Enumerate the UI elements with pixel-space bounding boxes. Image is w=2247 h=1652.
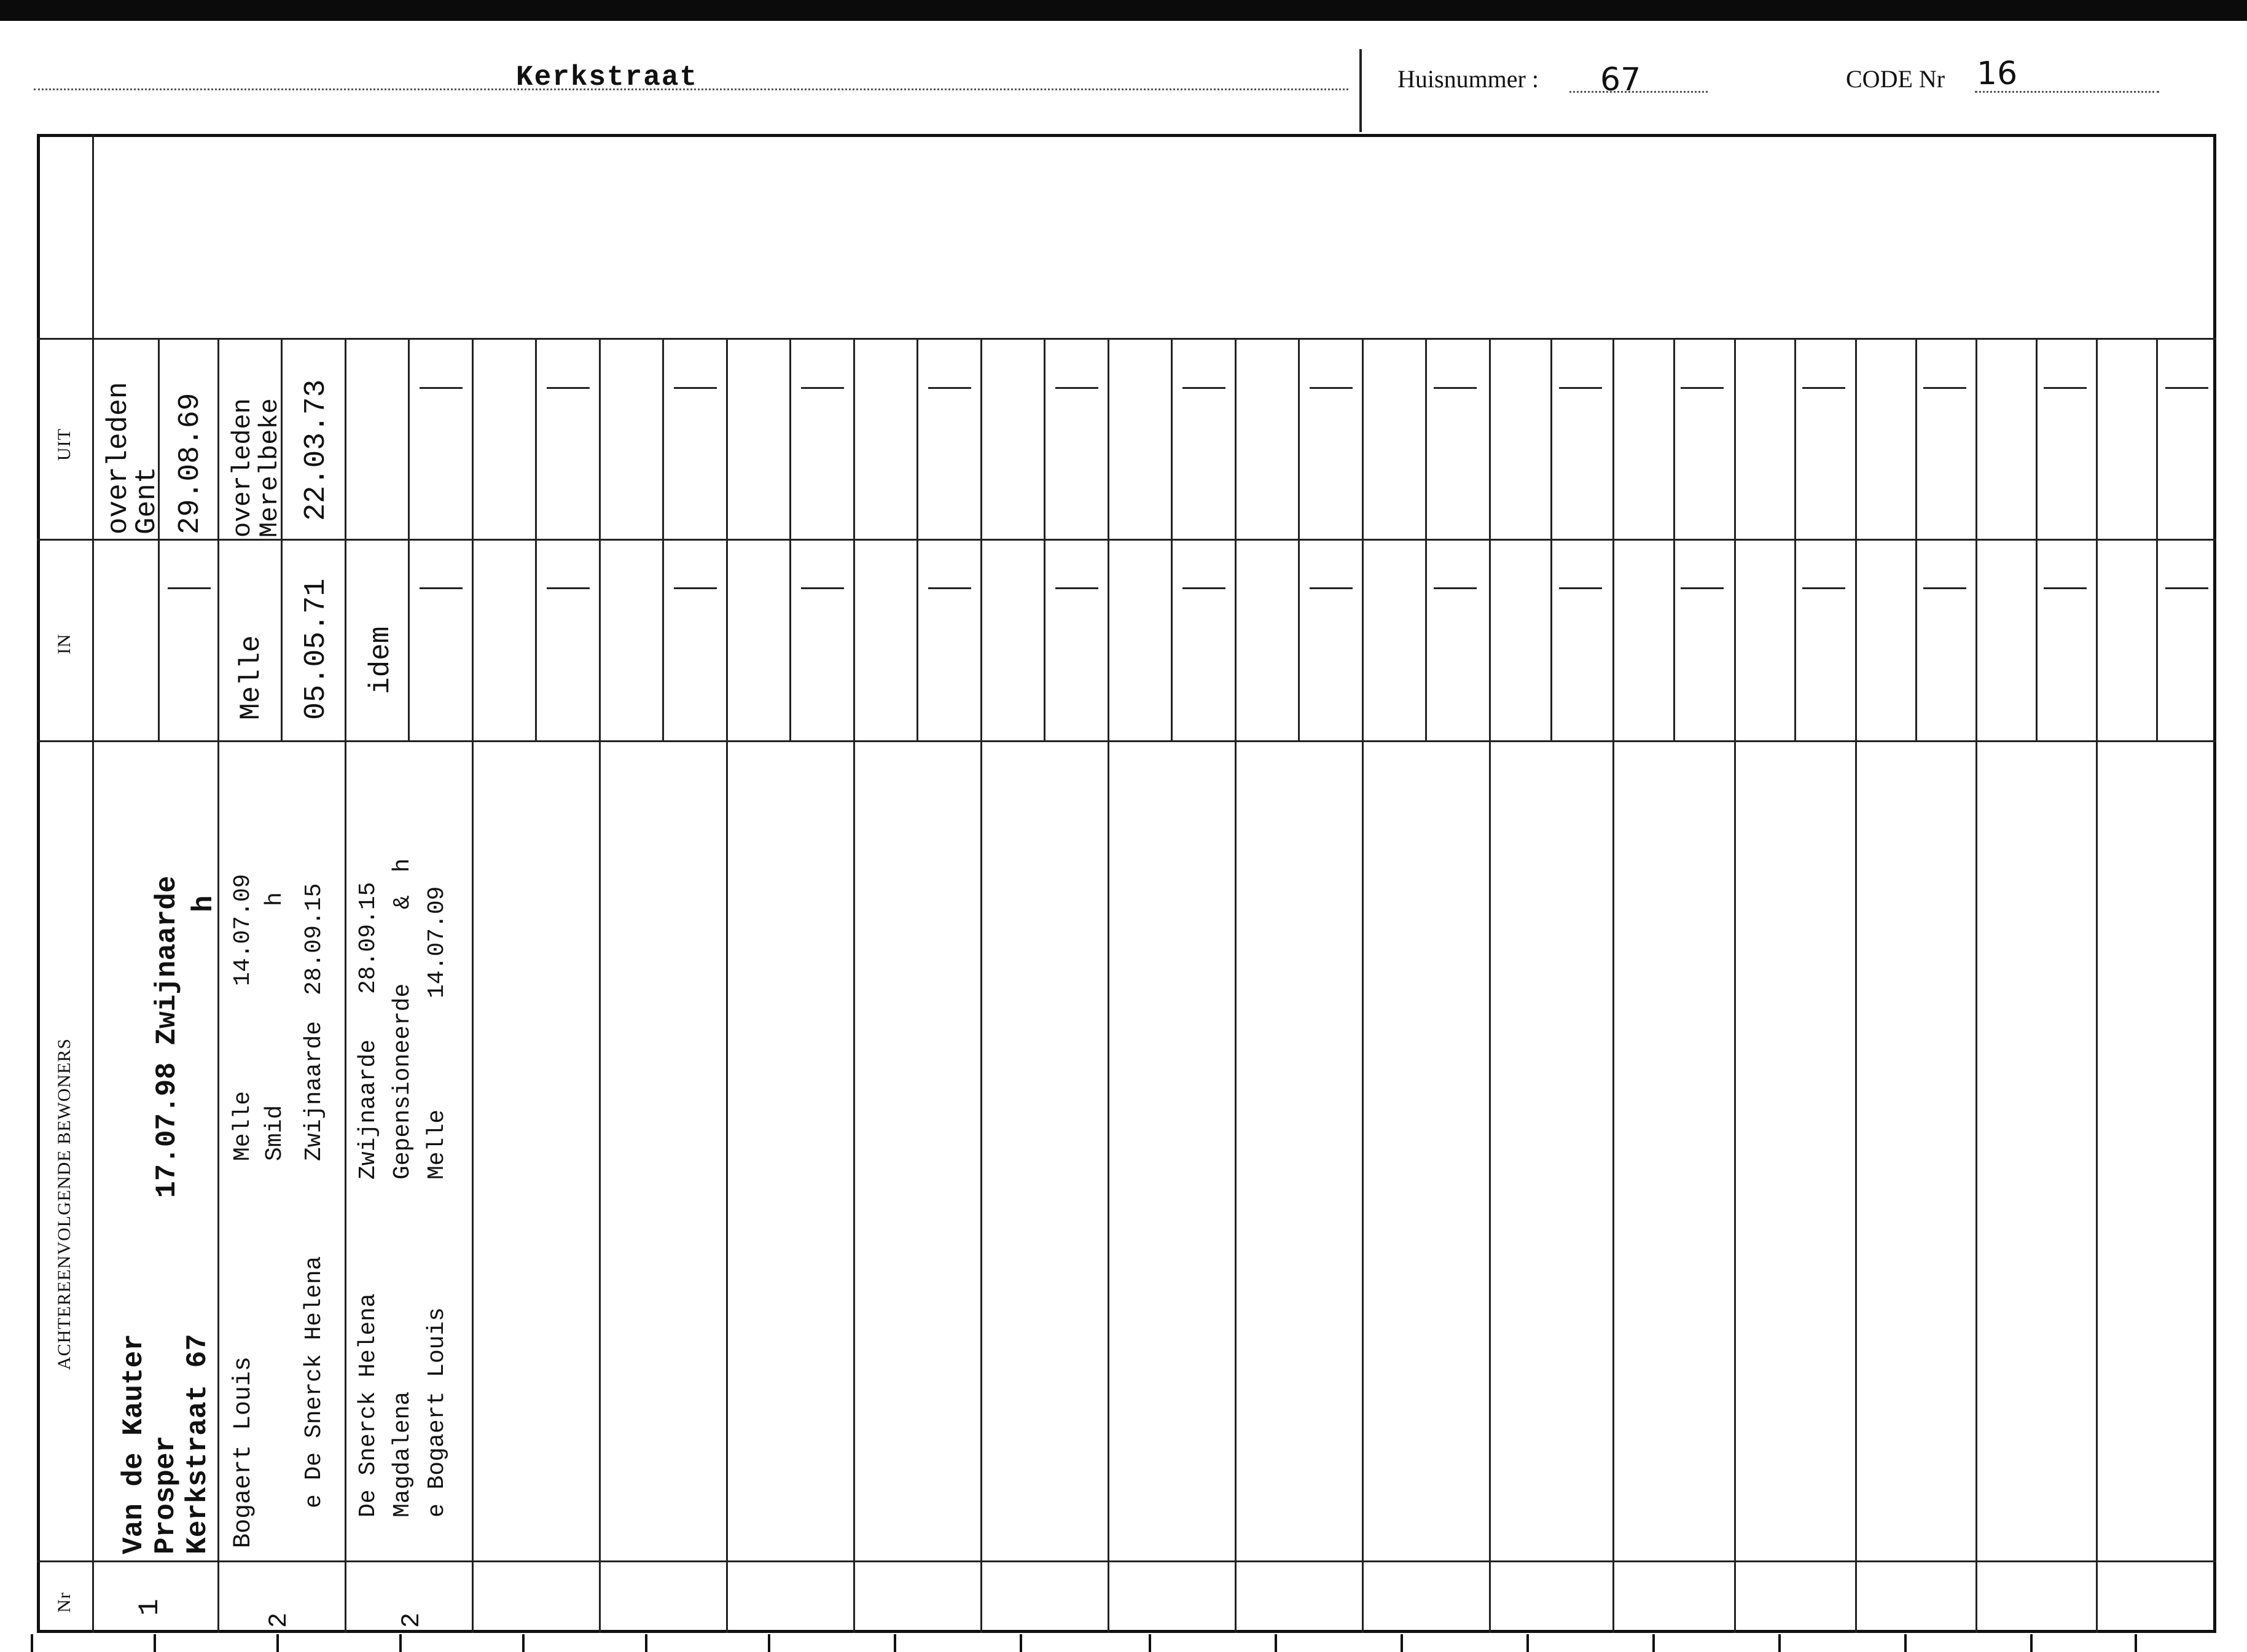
sub-divider bbox=[789, 338, 791, 740]
row2-line2-job: Smid bbox=[262, 1105, 288, 1161]
empty-cell-dash bbox=[1310, 587, 1353, 589]
row2-in-place: Melle bbox=[235, 635, 267, 720]
row1-code: h bbox=[188, 895, 220, 912]
empty-cell-dash bbox=[1434, 587, 1477, 589]
sub-divider bbox=[1915, 338, 1917, 740]
empty-cell-dash bbox=[1182, 587, 1225, 589]
ruler-tick bbox=[1401, 1634, 1403, 1652]
sub-divider bbox=[916, 338, 918, 740]
sub-divider bbox=[1171, 338, 1173, 740]
sub-divider bbox=[1425, 338, 1427, 740]
row3-nr: 2 bbox=[397, 1612, 426, 1628]
code-value: 16 bbox=[1977, 55, 2018, 92]
sub-divider bbox=[1673, 338, 1675, 740]
ruler-tick bbox=[768, 1634, 770, 1652]
row2-in-date: 05.05.71 bbox=[300, 578, 333, 720]
row2-line3-place: Zwijnaarde bbox=[301, 1020, 327, 1161]
row2-uit-place1: overleden bbox=[228, 398, 257, 538]
ruler-tick bbox=[1778, 1634, 1781, 1652]
row2-nr: 2 bbox=[264, 1612, 294, 1628]
empty-cell-dash bbox=[1923, 387, 1966, 389]
ruler-tick bbox=[154, 1634, 156, 1652]
empty-cell-dash bbox=[1681, 387, 1724, 389]
column-divider bbox=[345, 338, 346, 1633]
empty-cell-dash bbox=[547, 587, 590, 589]
ruler-tick bbox=[2030, 1634, 2033, 1652]
in-label: IN bbox=[54, 633, 74, 654]
row2-uit-date: 22.03.73 bbox=[300, 379, 333, 521]
ruler-tick bbox=[276, 1634, 279, 1652]
column-divider bbox=[1855, 338, 1857, 1633]
row2-line2-code: h bbox=[262, 892, 288, 906]
sub-divider bbox=[662, 338, 664, 740]
empty-cell-dash bbox=[928, 387, 971, 389]
row1-name-line3: Kerkstraat 67 bbox=[182, 1334, 214, 1554]
ruler-tick bbox=[1652, 1634, 1655, 1652]
column-divider bbox=[217, 338, 219, 1633]
residents-label: ACHTEREENVOLGENDE BEWONERS bbox=[54, 1038, 74, 1370]
street-name: Kerkstraat bbox=[516, 61, 698, 93]
empty-cell-dash bbox=[168, 587, 211, 589]
row1-nr: 1 bbox=[134, 1599, 166, 1616]
ruler-tick bbox=[1904, 1634, 1907, 1652]
empty-cell-dash bbox=[801, 587, 844, 589]
empty-cell-dash bbox=[674, 387, 717, 389]
nr-top-line bbox=[37, 1560, 2216, 1562]
row2-line1-place: Melle bbox=[230, 1090, 256, 1161]
row1-uit-place2: Gent bbox=[131, 466, 163, 534]
row3-line3-date: 14.07.09 bbox=[424, 886, 450, 998]
empty-cell-dash bbox=[1055, 587, 1098, 589]
row1-uit-place1: overleden bbox=[103, 382, 135, 534]
row2-uit-place bbox=[229, 398, 283, 538]
column-divider bbox=[1975, 338, 1977, 1633]
empty-cell-dash bbox=[1434, 387, 1477, 389]
ruler-tick bbox=[1275, 1634, 1277, 1652]
ruler-tick bbox=[1020, 1634, 1022, 1652]
column-divider bbox=[2096, 338, 2098, 1633]
sub-divider bbox=[535, 338, 537, 740]
empty-cell-dash bbox=[1802, 587, 1845, 589]
row2-line1-date: 14.07.09 bbox=[230, 874, 256, 986]
nr-label: Nr bbox=[54, 1592, 74, 1613]
empty-cell-dash bbox=[1055, 387, 1098, 389]
column-divider bbox=[1108, 338, 1109, 1633]
uit-label: UIT bbox=[54, 428, 74, 461]
empty-cell-dash bbox=[547, 387, 590, 389]
row1-name-line2: Prosper bbox=[150, 1435, 182, 1554]
code-label: CODE Nr bbox=[1846, 65, 1945, 93]
row3-line1-date: 28.09.15 bbox=[355, 882, 381, 994]
empty-cell-dash bbox=[420, 387, 463, 389]
label-column-divider bbox=[92, 134, 94, 1633]
sub-divider bbox=[2156, 338, 2158, 740]
sub-divider bbox=[1044, 338, 1045, 740]
empty-cell-dash bbox=[1310, 387, 1353, 389]
row1-birth: 17.07.98 Zwijnaarde bbox=[151, 875, 183, 1198]
in-top-line bbox=[37, 539, 2216, 541]
row3-line2-code: h bbox=[389, 858, 416, 872]
sub-divider bbox=[1550, 338, 1552, 740]
row1-name-line1: Van de Kauter bbox=[118, 1334, 150, 1554]
column-divider bbox=[1362, 338, 1364, 1633]
empty-cell-dash bbox=[1923, 587, 1966, 589]
empty-cell-dash bbox=[1681, 587, 1724, 589]
column-divider bbox=[1235, 338, 1237, 1633]
row3-line1-name: De Snerck Helena bbox=[355, 1293, 381, 1517]
row3-line2-job: Gepensioneerde bbox=[389, 983, 416, 1180]
scan-top-edge bbox=[0, 0, 2247, 21]
empty-cell-dash bbox=[2165, 387, 2208, 389]
row3-line3-place: Melle bbox=[424, 1109, 450, 1180]
ruler-tick bbox=[522, 1634, 525, 1652]
empty-cell-dash bbox=[928, 587, 971, 589]
empty-cell-dash bbox=[1559, 387, 1602, 389]
column-divider bbox=[1612, 338, 1614, 1633]
row2-line1-name: Bogaert Louis bbox=[230, 1356, 257, 1548]
row1-uit-date: 29.08.69 bbox=[174, 393, 207, 534]
header-divider bbox=[1359, 49, 1362, 132]
house-number-value: 67 bbox=[1600, 61, 1641, 98]
ruler-tick bbox=[31, 1634, 33, 1652]
uit-top-line bbox=[37, 338, 2216, 340]
row2-uit-place2: Merelbeke bbox=[255, 398, 284, 538]
ruler-tick bbox=[894, 1634, 896, 1652]
ruler-tick bbox=[1149, 1634, 1151, 1652]
residents-top-line bbox=[37, 740, 2216, 742]
row3-line2-mark: & bbox=[389, 895, 416, 909]
row2-line3-date: 28.09.15 bbox=[301, 883, 327, 995]
row1-name-block bbox=[118, 1334, 214, 1554]
ruler-tick bbox=[399, 1634, 402, 1652]
ruler-tick bbox=[2135, 1634, 2137, 1652]
empty-cell-dash bbox=[420, 587, 463, 589]
row3-line1-place: Zwijnaarde bbox=[355, 1039, 381, 1180]
sub-divider bbox=[1298, 338, 1300, 740]
empty-cell-dash bbox=[2165, 587, 2208, 589]
column-divider bbox=[1734, 338, 1736, 1633]
empty-cell-dash bbox=[1182, 387, 1225, 389]
empty-cell-dash bbox=[1559, 587, 1602, 589]
row2-line3-name: e De Snerck Helena bbox=[301, 1256, 327, 1508]
row3-line3-name: e Bogaert Louis bbox=[424, 1307, 450, 1517]
column-divider bbox=[980, 338, 982, 1633]
empty-cell-dash bbox=[801, 387, 844, 389]
house-number-label: Huisnummer : bbox=[1397, 65, 1539, 93]
empty-cell-dash bbox=[2044, 387, 2087, 389]
column-divider bbox=[726, 338, 728, 1633]
column-divider bbox=[1489, 338, 1491, 1633]
empty-cell-dash bbox=[1802, 387, 1845, 389]
column-divider bbox=[472, 338, 474, 1633]
sub-divider bbox=[2036, 338, 2038, 740]
ruler-tick bbox=[645, 1634, 647, 1652]
empty-cell-dash bbox=[2044, 587, 2087, 589]
sub-divider bbox=[1794, 338, 1796, 740]
row3-in-note: idem bbox=[365, 626, 397, 694]
sub-divider bbox=[408, 338, 410, 740]
ruler-tick bbox=[1526, 1634, 1529, 1652]
row1-uit-place bbox=[104, 382, 161, 534]
row3-line2-name: Magdalena bbox=[389, 1391, 416, 1517]
empty-cell-dash bbox=[674, 587, 717, 589]
column-divider bbox=[599, 338, 601, 1633]
column-divider bbox=[853, 338, 855, 1633]
